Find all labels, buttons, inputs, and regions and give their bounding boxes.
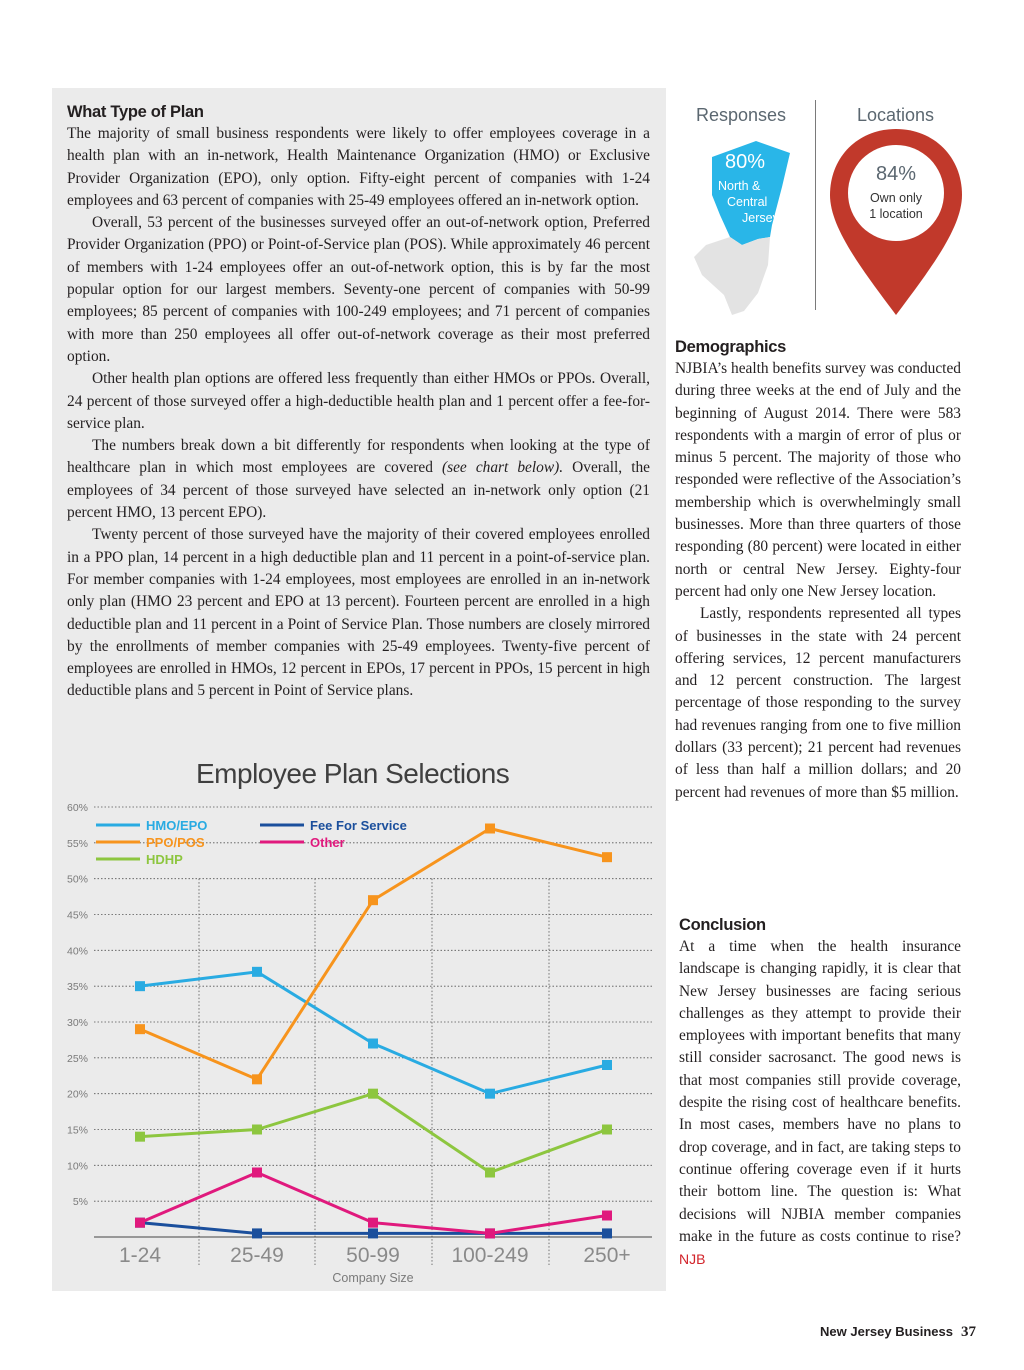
data-point [368, 895, 378, 905]
data-point [485, 1089, 495, 1099]
chart-title: Employee Plan Selections [196, 758, 510, 789]
x-tick-label: 250+ [583, 1244, 631, 1267]
data-point [368, 1218, 378, 1228]
responses-desc-2: Central [727, 195, 768, 209]
data-point [602, 1228, 612, 1238]
series-line [140, 1094, 607, 1173]
data-point [602, 852, 612, 862]
legend-label: Fee For Service [310, 818, 407, 833]
survey-graphic [672, 97, 972, 327]
y-tick-label: 45% [66, 909, 88, 922]
responses-desc-1: North & [718, 179, 761, 193]
data-point [485, 1168, 495, 1178]
y-tick-label: 15% [66, 1124, 88, 1137]
employee-plan-chart [52, 795, 666, 1290]
footer-publication: New Jersey Business [820, 1324, 953, 1339]
legend-label: HMO/EPO [146, 818, 208, 833]
demographics-section [675, 336, 961, 804]
data-point [252, 967, 262, 977]
locations-label: Locations [857, 105, 935, 125]
conclusion-section [679, 914, 961, 1271]
y-tick-label: 20% [66, 1088, 88, 1101]
data-point [135, 981, 145, 991]
y-tick-label: 55% [66, 837, 88, 850]
data-point [252, 1125, 262, 1135]
x-tick-label: 50-99 [346, 1244, 400, 1267]
p4-after: Overall, the employees of 34 percent of those surveyed have selected an in-network only option (21 percent HMO, 13 percent EPO). [67, 459, 651, 522]
x-tick-label: 25-49 [230, 1244, 284, 1267]
data-point [252, 1074, 262, 1084]
demographics-heading: Demographics [675, 338, 787, 356]
legend-label: Other [310, 835, 345, 850]
data-point [602, 1125, 612, 1135]
y-tick-label: 30% [66, 1017, 88, 1029]
footer-page-number: 37 [961, 1324, 976, 1340]
article-paragraph-1: The majority of small business respondents were likely to offer employees coverage in a health plan with an in-network, Health Maintenance Organization (HMO) or Exclusive Provider Organization (EPO), only option. Fifty-eight percent of companies with 1-24 employees and 63 percent of companies with 25-49 employees offered an in-network option. [67, 125, 650, 209]
data-point [368, 1089, 378, 1099]
y-tick-label: 10% [66, 1160, 88, 1173]
legend-label: PPO/POS [146, 835, 205, 850]
data-point [485, 824, 495, 834]
data-point [485, 1228, 495, 1238]
data-point [135, 1218, 145, 1228]
page-footer [820, 1324, 976, 1341]
article-paragraph-3: Other health plan options are offered less frequently than either HMOs or PPOs. Overall, 24 percent of those surveyed offer a high-deductible health plan and 1 percent offer a fee-for-service plan. [67, 370, 650, 432]
x-tick-label: 1-24 [118, 1244, 162, 1267]
legend-label: HDHP [146, 852, 183, 867]
responses-pct: 80% [725, 151, 766, 173]
locations-desc-1: Own only [869, 191, 923, 205]
article-paragraph-4 [67, 435, 650, 524]
locations-desc-2: 1 location [869, 207, 923, 221]
series-line [140, 972, 607, 1094]
data-point [368, 1039, 378, 1049]
njb-tag: NJB [679, 1251, 706, 1268]
p4-before: The numbers break down a bit differently for respondents when looking at the type of healthcare plan in which most employees are covered [67, 437, 650, 477]
demographics-paragraph-2: Lastly, respondents represented all types of businesses in the state with 24 percent offering services, 12 percent manufacturers and 12 percent construction. The largest percentage of those responding to the survey had revenues ranging from one to five million dollars (33 percent); 21 percent had revenues of less than half a million dollars; and 20 percent had revenues of more than $5 million. [675, 605, 961, 801]
data-point [252, 1168, 262, 1178]
y-tick-label: 60% [66, 802, 88, 814]
article-paragraph-2: Overall, 53 percent of the businesses surveyed offer an out-of-network option, Preferred Provider Organization (PPO) or Point-of-Service plan (POS). While approximately 46 percent of members with 1-24 employees offer an out-of-network option, this is by far the most popular option for our largest members. Seventy-one percent of companies with 50-99 employees; 85 percent of companies with 100-249 employees; and 71 percent of companies with more than 250 employees all offer out-of-network coverage as their most preferred option. [67, 214, 650, 365]
y-tick-label: 50% [66, 873, 88, 886]
y-tick-label: 40% [66, 945, 88, 958]
data-point [602, 1211, 612, 1221]
conclusion-heading: Conclusion [679, 916, 766, 934]
conclusion-text: At a time when the health insurance landscape is changing rapidly, it is clear that New Jersey businesses are facing serious challenges as they attempt to provide their employees with important benefits that many still consider sacrosanct. The good news is that most companies still provide coverage, despite the rising cost of healthcare benefits. In most cases, members have no plans to drop coverage, and in fact, are taking steps to continue offering coverage even if it hurts their bottom line. The question is: What decisions will NJBIA member companies make in the future as costs continue to rise? [679, 938, 961, 1245]
demographics-paragraph-1: NJBIA’s health benefits survey was conducted during three weeks at the end of July and the beginning of August 2014. There were 583 respondents with a margin of error of plus or minus 5 percent. The majority of those who responded were reflective of the Association’s membership which is overwhelmingly small businesses. More than three quarters of those responding (80 percent) were located in either north or central New Jersey. Eighty-four percent had only one New Jersey location. [675, 360, 961, 600]
article-paragraph-5: Twenty percent of those surveyed have the majority of their covered employees enrolled in a PPO plan, 14 percent in a high deductible plan and 11 percent in a point-of-service plan. For member companies with 1-24 employees, most employees are enrolled in an in-network only plan (HMO 23 percent and EPO at 13 percent). Fourteen percent are enrolled in a high deductible plan and 11 percent in a Point of Service Plan. Those numbers are closely mirrored by the enrollments of member companies with 25-49 employees. Twenty-five percent of employees are enrolled in HMOs, 12 percent in EPOs, 17 percent in PPOs, 15 percent in high deductible plans and 5 percent in Point of Service plans. [67, 526, 650, 700]
what-type-of-plan-heading: What Type of Plan [67, 103, 204, 121]
conclusion-paragraph [679, 936, 961, 1271]
y-tick-label: 35% [66, 981, 88, 994]
data-point [252, 1228, 262, 1238]
data-point [368, 1228, 378, 1238]
locations-pct: 84% [875, 163, 917, 185]
data-point [135, 1024, 145, 1034]
data-point [135, 1132, 145, 1142]
responses-desc-3: Jersey [742, 211, 779, 225]
x-tick-label: 100-249 [451, 1244, 529, 1267]
x-axis-label: Company Size [332, 1271, 414, 1285]
left-article [67, 101, 650, 703]
y-tick-label: 5% [72, 1196, 88, 1209]
y-tick-label: 25% [66, 1052, 88, 1065]
p4-italic: (see chart below). [441, 459, 564, 477]
data-point [602, 1060, 612, 1070]
location-pin-icon [830, 129, 962, 315]
responses-label: Responses [696, 105, 787, 125]
